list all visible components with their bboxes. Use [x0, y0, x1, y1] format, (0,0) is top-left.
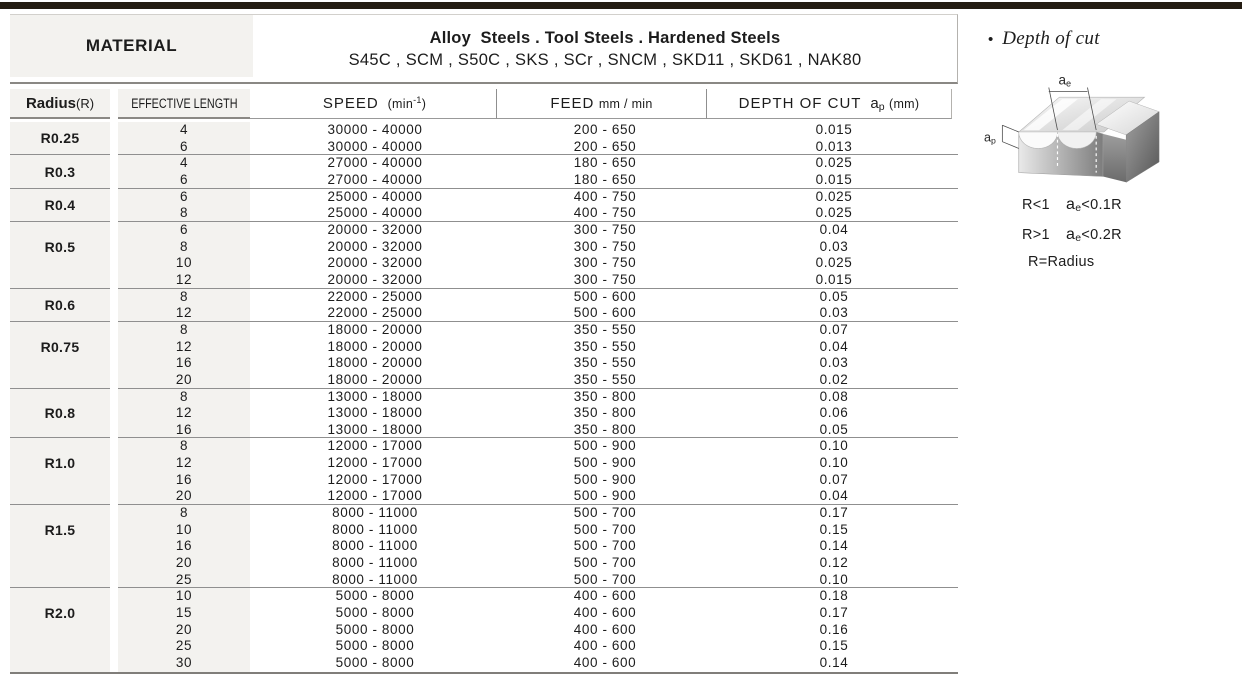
speed-value: 25000 - 40000 — [327, 205, 423, 221]
effective-length-value: 12 — [175, 338, 193, 354]
radius-group — [10, 438, 958, 505]
effective-length-value: 8 — [179, 388, 189, 404]
radius-cell — [10, 155, 110, 188]
effective-length-value: 6 — [179, 221, 189, 237]
column-header-depth-of-cut — [707, 89, 952, 119]
feed-value: 400 - 600 — [573, 655, 637, 670]
depth-value: 0.03 — [819, 355, 849, 371]
feed-value: 500 - 900 — [573, 471, 637, 487]
feed-cell — [500, 389, 710, 439]
feed-value: 500 - 600 — [573, 305, 637, 321]
effective-length-value: 10 — [175, 588, 193, 604]
speed-value: 30000 - 40000 — [327, 122, 423, 137]
table-body — [10, 122, 958, 674]
feed-value: 400 - 750 — [573, 188, 637, 204]
column-gutter — [110, 122, 118, 155]
effective-length-value: 16 — [175, 471, 193, 487]
depth-value: 0.05 — [819, 421, 849, 437]
effective-length-value: 8 — [179, 505, 189, 521]
ae-symbol: $a_e$ — [1066, 226, 1082, 244]
ap-symbol: $a_p$ — [870, 94, 885, 113]
depth-value: 0.04 — [819, 488, 849, 504]
feed-value: 500 - 900 — [573, 455, 637, 471]
depth-value: 0.15 — [819, 638, 849, 654]
speed-value: 8000 - 11000 — [332, 555, 418, 571]
condition: R<1 — [1022, 197, 1050, 213]
speed-value: 20000 - 32000 — [327, 221, 423, 237]
feed-value: 500 - 700 — [573, 538, 637, 554]
depth-value: 0.015 — [815, 271, 853, 287]
depth-cell — [710, 189, 958, 222]
speed-value: 18000 - 20000 — [327, 371, 423, 387]
depth-cell — [710, 438, 958, 505]
feed-label: FEED — [550, 95, 595, 112]
column-gutter — [110, 222, 118, 289]
effective-length-value: 16 — [175, 421, 193, 437]
radius-cell — [10, 389, 110, 439]
feed-value: 500 - 900 — [573, 438, 637, 454]
depth-value: 0.025 — [815, 255, 853, 271]
radius-label: R0.4 — [44, 196, 76, 213]
depth-value: 0.07 — [819, 321, 849, 337]
column-gutter — [110, 89, 118, 119]
rule-r-greater-than-1 — [1022, 226, 1122, 244]
speed-value: 8000 - 11000 — [332, 505, 418, 521]
effective-length-value: 8 — [179, 205, 189, 221]
effective-length-cell — [118, 289, 250, 322]
depth-value: 0.015 — [815, 122, 853, 137]
effective-length-value: 10 — [175, 521, 193, 537]
effective-length-value: 8 — [179, 288, 189, 304]
radius-cell — [10, 588, 110, 671]
speed-value: 12000 - 17000 — [327, 471, 423, 487]
speed-cell — [250, 322, 500, 389]
feed-value: 500 - 600 — [573, 288, 637, 304]
column-gutter — [110, 155, 118, 188]
depth-value: 0.15 — [819, 521, 849, 537]
feed-cell — [500, 588, 710, 671]
feed-cell — [500, 505, 710, 588]
depth-value: 0.025 — [815, 205, 853, 221]
effective-length-value: 20 — [175, 488, 193, 504]
column-gutter — [110, 438, 118, 505]
effective-length-value: 20 — [175, 555, 193, 571]
speed-value: 5000 - 8000 — [335, 655, 415, 670]
depth-value: 0.03 — [819, 238, 849, 254]
effective-length-value: 20 — [175, 371, 193, 387]
feed-cell — [500, 322, 710, 389]
effective-length-value: 6 — [179, 138, 189, 154]
radius-label: R0.6 — [44, 296, 76, 313]
effective-length-value: 16 — [175, 355, 193, 371]
feed-cell — [500, 189, 710, 222]
effective-length-cell — [118, 222, 250, 289]
effective-length-value: 10 — [175, 255, 193, 271]
depth-value: 0.04 — [819, 338, 849, 354]
ap-label: ap — [983, 130, 996, 146]
depth-unit: (mm) — [889, 96, 920, 111]
depth-cell — [710, 389, 958, 439]
depth-value: 0.02 — [819, 371, 849, 387]
radius-group — [10, 189, 958, 222]
radius-group — [10, 322, 958, 389]
feed-value: 350 - 550 — [573, 355, 637, 371]
depth-value: 0.013 — [815, 138, 853, 154]
speed-value: 8000 - 11000 — [332, 571, 418, 587]
effective-length-value: 4 — [179, 155, 189, 171]
effective-length-cell — [118, 505, 250, 588]
effective-length-value: 15 — [175, 605, 193, 621]
speed-value: 5000 - 8000 — [335, 621, 415, 637]
feed-value: 350 - 800 — [573, 388, 637, 404]
feed-value: 300 - 750 — [573, 238, 637, 254]
material-header-cell: MATERIAL — [10, 15, 253, 77]
depth-value: 0.17 — [819, 605, 849, 621]
depth-value: 0.05 — [819, 288, 849, 304]
condition: R>1 — [1022, 227, 1050, 243]
depth-value: 0.015 — [815, 171, 853, 187]
feed-value: 500 - 700 — [573, 571, 637, 587]
effective-length-cell — [118, 588, 250, 671]
material-names — [253, 15, 957, 83]
limit: <0.1R — [1081, 197, 1122, 213]
feed-value: 200 - 650 — [573, 122, 637, 137]
depth-value: 0.025 — [815, 188, 853, 204]
effective-length-value: 12 — [175, 455, 193, 471]
speed-value: 13000 - 18000 — [327, 421, 423, 437]
speed-value: 20000 - 32000 — [327, 255, 423, 271]
effective-length-cell — [118, 189, 250, 222]
effective-length-cell — [118, 438, 250, 505]
cutting-conditions-table — [10, 14, 958, 674]
radius-label: R0.8 — [44, 405, 76, 422]
column-header-effective-length — [118, 89, 250, 119]
speed-value: 8000 - 11000 — [332, 521, 418, 537]
ae-symbol: $a_e$ — [1066, 196, 1082, 214]
effective-length-value: 8 — [179, 321, 189, 337]
material-categories: Alloy Steels . Tool Steels . Hardened Steels — [429, 28, 781, 47]
feed-value: 500 - 700 — [573, 521, 637, 537]
effective-length-value: 16 — [175, 538, 193, 554]
speed-cell — [250, 588, 500, 671]
feed-value: 400 - 600 — [573, 605, 637, 621]
effective-length-value: 30 — [175, 655, 193, 670]
speed-cell — [250, 289, 500, 322]
radius-cell — [10, 505, 110, 588]
top-rule — [0, 2, 1242, 9]
radius-label: R1.5 — [44, 521, 76, 538]
depth-value: 0.16 — [819, 621, 849, 637]
depth-value: 0.03 — [819, 305, 849, 321]
radius-group — [10, 588, 958, 671]
rule-r-less-than-1 — [1022, 196, 1122, 214]
effective-length-value: 12 — [175, 305, 193, 321]
column-header-feed — [497, 89, 707, 119]
feed-cell — [500, 289, 710, 322]
effective-length-cell — [118, 389, 250, 439]
effective-length-cell — [118, 322, 250, 389]
depth-value: 0.12 — [819, 555, 849, 571]
material-grades: S45C , SCM , S50C , SKS , SCr , SNCM , SKD11 , SKD61 , NAK80 — [348, 50, 862, 69]
radius-label: R0.5 — [44, 238, 76, 255]
feed-value: 180 - 650 — [573, 171, 637, 187]
depth-value: 0.17 — [819, 505, 849, 521]
feed-value: 200 - 650 — [573, 138, 637, 154]
speed-value: 27000 - 40000 — [327, 171, 423, 187]
effective-length-value: 25 — [175, 571, 193, 587]
effective-length-value: 25 — [175, 638, 193, 654]
effective-length-value: 20 — [175, 621, 193, 637]
feed-value: 300 - 750 — [573, 255, 637, 271]
depth-value: 0.14 — [819, 655, 849, 670]
feed-cell — [500, 222, 710, 289]
feed-value: 350 - 800 — [573, 421, 637, 437]
effective-length-value: 4 — [179, 122, 189, 137]
depth-cell — [710, 289, 958, 322]
depth-value: 0.10 — [819, 438, 849, 454]
feed-cell — [500, 155, 710, 188]
depth-cell — [710, 122, 958, 155]
speed-cell — [250, 505, 500, 588]
speed-cell — [250, 389, 500, 439]
speed-cell — [250, 438, 500, 505]
speed-label: SPEED — [322, 95, 379, 112]
effective-length-cell — [118, 155, 250, 188]
ae-label: ae — [1058, 72, 1072, 89]
column-gutter — [110, 588, 118, 671]
column-gutter — [110, 189, 118, 222]
speed-value: 18000 - 20000 — [327, 338, 423, 354]
speed-value: 8000 - 11000 — [332, 538, 418, 554]
depth-value: 0.10 — [819, 571, 849, 587]
column-gutter — [110, 505, 118, 588]
effective-length-label: EFFECTIVE LENGTH — [130, 95, 238, 111]
speed-value: 30000 - 40000 — [327, 138, 423, 154]
column-gutter — [110, 289, 118, 322]
speed-value: 13000 - 18000 — [327, 388, 423, 404]
speed-cell — [250, 155, 500, 188]
bullet-icon: • — [988, 30, 994, 48]
radius-header-paren: (R) — [75, 95, 95, 111]
depth-value: 0.06 — [819, 405, 849, 421]
speed-cell — [250, 222, 500, 289]
radius-group — [10, 122, 958, 155]
depth-value: 0.08 — [819, 388, 849, 404]
depth-of-cut-diagram — [983, 70, 1161, 194]
feed-cell — [500, 438, 710, 505]
radius-label: R0.3 — [44, 163, 76, 180]
speed-value: 12000 - 17000 — [327, 438, 423, 454]
radius-header-label: Radius — [25, 94, 76, 112]
feed-value: 350 - 550 — [573, 371, 637, 387]
depth-of-cut-label: DEPTH OF CUT — [738, 95, 862, 112]
radius-group — [10, 389, 958, 439]
speed-value: 12000 - 17000 — [327, 455, 423, 471]
effective-length-value: 12 — [175, 405, 193, 421]
column-header-row — [10, 89, 958, 119]
feed-value: 300 - 750 — [573, 221, 637, 237]
radius-label: R0.75 — [40, 338, 80, 355]
speed-value: 5000 - 8000 — [335, 605, 415, 621]
limit: <0.2R — [1081, 227, 1122, 243]
feed-value: 350 - 800 — [573, 405, 637, 421]
feed-cell — [500, 122, 710, 155]
radius-group — [10, 289, 958, 322]
effective-length-value: 8 — [179, 238, 189, 254]
feed-value: 180 - 650 — [573, 155, 637, 171]
depth-cell — [710, 155, 958, 188]
effective-length-cell — [118, 122, 250, 155]
radius-cell — [10, 289, 110, 322]
feed-value: 400 - 600 — [573, 638, 637, 654]
depth-value: 0.025 — [815, 155, 853, 171]
feed-value: 400 - 600 — [573, 621, 637, 637]
effective-length-value: 6 — [179, 171, 189, 187]
feed-value: 400 - 750 — [573, 205, 637, 221]
speed-value: 22000 - 25000 — [327, 305, 423, 321]
radius-cell — [10, 189, 110, 222]
feed-value: 350 - 550 — [573, 338, 637, 354]
feed-value: 500 - 700 — [573, 555, 637, 571]
column-gutter — [110, 389, 118, 439]
radius-label: R2.0 — [44, 605, 76, 622]
depth-cell — [710, 505, 958, 588]
column-gutter — [110, 322, 118, 389]
speed-value: 12000 - 17000 — [327, 488, 423, 504]
depth-cell — [710, 222, 958, 289]
depth-value: 0.10 — [819, 455, 849, 471]
depth-value: 0.14 — [819, 538, 849, 554]
effective-length-value: 12 — [175, 271, 193, 287]
feed-value: 400 - 600 — [573, 588, 637, 604]
depth-of-cut-heading — [988, 28, 1100, 50]
effective-length-value: 8 — [179, 438, 189, 454]
material-header-row — [10, 14, 958, 84]
radius-cell — [10, 222, 110, 289]
speed-value: 20000 - 32000 — [327, 238, 423, 254]
radius-label: R0.25 — [40, 130, 80, 147]
speed-value: 27000 - 40000 — [327, 155, 423, 171]
feed-value: 500 - 700 — [573, 505, 637, 521]
radius-cell — [10, 122, 110, 155]
speed-value: 25000 - 40000 — [327, 188, 423, 204]
speed-value: 22000 - 25000 — [327, 288, 423, 304]
speed-cell — [250, 189, 500, 222]
speed-unit: $(\min^{-1})$ — [387, 95, 427, 112]
column-header-radius — [10, 89, 110, 119]
depth-cell — [710, 322, 958, 389]
radius-label: R1.0 — [44, 455, 76, 472]
speed-value: 18000 - 20000 — [327, 355, 423, 371]
feed-value: 350 - 550 — [573, 321, 637, 337]
depth-value: 0.07 — [819, 471, 849, 487]
radius-cell — [10, 322, 110, 389]
radius-definition: R=Radius — [1028, 254, 1095, 270]
depth-value: 0.18 — [819, 588, 849, 604]
depth-cell — [710, 588, 958, 671]
feed-unit: mm / min — [598, 96, 653, 111]
column-header-speed — [253, 89, 497, 119]
radius-group — [10, 155, 958, 188]
feed-value: 300 - 750 — [573, 271, 637, 287]
speed-cell — [250, 122, 500, 155]
depth-of-cut-title: Depth of cut — [1002, 28, 1100, 49]
radius-group — [10, 222, 958, 289]
speed-value: 5000 - 8000 — [335, 588, 415, 604]
speed-value: 18000 - 20000 — [327, 321, 423, 337]
effective-length-value: 6 — [179, 188, 189, 204]
speed-value: 20000 - 32000 — [327, 271, 423, 287]
speed-value: 5000 - 8000 — [335, 638, 415, 654]
depth-value: 0.04 — [819, 221, 849, 237]
feed-value: 500 - 900 — [573, 488, 637, 504]
speed-value: 13000 - 18000 — [327, 405, 423, 421]
radius-group — [10, 505, 958, 588]
radius-cell — [10, 438, 110, 505]
